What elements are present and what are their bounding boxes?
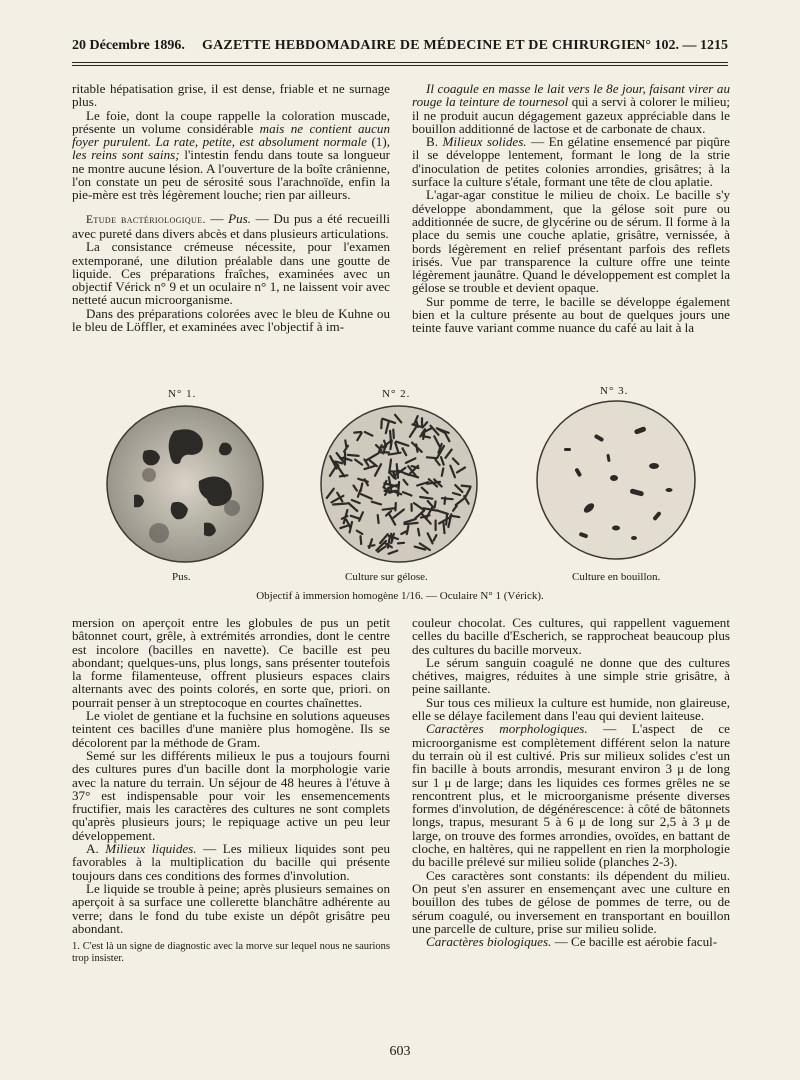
paragraph [72,240,390,306]
paragraph [72,941,390,964]
figure-3-number: N° 3. [600,385,629,397]
text-run: B. [426,134,443,150]
bacillus-rod [361,536,362,544]
text-run: — En gélatine ensemencé par piqûre il se développe lentement, formant le long de la strie d'inoculation de petites colonies arrondies, grisâtres; à la surface la culture s'étale, formant une tête de clou aplatie. [412,134,730,190]
header-journal-title: GAZETTE HEBDOMADAIRE DE MÉDECINE ET DE CHIRURGIE. [202,38,640,53]
text-run: Il coagule en masse le lait vers le 8e jour, faisant virer au rouge la teinture de tournesol [412,82,730,110]
paragraph [72,212,390,241]
figure-1-number: N° 1. [168,388,197,400]
paragraph-text: mersion on aperçoit entre les globules de pus un petit bâtonnet court, grêle, à extrémités arrondies, dont le centre est incolore (bacilles en navette). Ce bacille est peu abondant; quelques-uns, plus longs, sans présenter toutefois la forme filamenteuse, offrent plusieurs espaces clairs alternants avec des points colorés, en sorte que, priori. on pourrait penser à un streptocoque en courtes chaînettes. [72,616,390,710]
paragraph [412,935,730,948]
text-run: Milieux liquides. [105,841,197,857]
paragraph-text: ritable hépatisation grise, il est dense, friable et ne surnage plus. [72,82,390,110]
text-run: Caractères morphologiques. [426,721,588,737]
text-run: — [205,210,229,226]
paragraph [72,882,390,935]
bacillus-rod [397,464,398,478]
paragraph [72,109,390,202]
text-run: (1), [366,134,390,150]
text-run: Caractères biologiques. [426,934,552,950]
bacillus-rod [369,545,375,546]
paragraph [412,295,730,335]
text-run: Milieux solides. [442,134,527,150]
figure-2-number: N° 2. [382,388,411,400]
bacillus-rod [418,529,419,536]
bacillus-rod [405,523,418,524]
paragraph-text: Ces caractères sont constants: ils dépendent du milieu. On peut s'en assurer en ensemençant avec une culture en bouillon des tubes de gélose de pommes de terre, ou de sérum coagulé, ou inversement en transportant en bouillon une parcelle de culture, prise sur milieu solide. [412,867,730,936]
page-number: 603 [389,1044,411,1059]
paragraph [412,616,730,656]
figure-plate-caption: Objectif à immersion homogène 1/16. — Oculaire N° 1 (Vérick). [256,590,544,602]
paragraph-text: Sur pomme de terre, le bacille se développe également bien et la culture présente au bout de quelques jours une teinte fauve variant comme nuance du café au lait à la [412,293,730,336]
bacillus-rod [427,457,437,458]
paragraph [412,656,730,696]
bacillus-rod [345,440,346,447]
figure-3-caption: Culture en bouillon. [572,571,661,583]
paragraph [412,722,730,868]
left-column-bottom [72,616,390,1028]
text-run: mais ne contient aucun foyer purulent. La rate, petite, est absolument normale [72,120,390,150]
paragraph-text: Le liquide se trouble à peine; après plusieurs semaines on aperçoit à sa surface une collerette blanchâtre adhérente au verre; dans le fond du tube existe un dépôt grisâtre peu abondant. [72,880,390,936]
text-run: — Ce bacille est aérobie facul- [551,934,718,950]
right-column-bottom [412,616,730,1028]
paragraph-text: La consistance crémeuse nécessite, pour l'examen extemporané, une dilution préalable dans une goutte de liquide. Ces préparations fraîches, examinées avec un objectif Vérick n° 9 et un oculaire n° 1, ne laissent voir avec netteté aucun microorganisme. [72,239,390,308]
bacillus-rod [462,486,471,487]
paragraph-text: L'agar-agar constitue le milieu de choix. Le bacille s'y développe abondamment, que la gélose soit pure ou additionnée de sucre, de glycérine ou de sérum. Il forme à la place du semis une couche aplatie, grisâtre, vernissée, à bords légèrement en relief présentant parfois des reflets irisés. Vue par transparence la culture offre une teinte légèrement jaunâtre. Quand le développement est complet la gélose se trouble et devient opaque. [412,187,730,296]
text-run: — Du pus a été recueilli avec pureté dans divers abcès et dans plusieurs articulations. [72,210,390,241]
paragraph [72,82,390,109]
header-issue-number: N° 102. — 1215 [635,38,728,53]
paragraph [412,188,730,294]
bacillus-rod [398,543,404,544]
paragraph [72,709,390,749]
bacillus-rod [354,432,361,433]
bacillus-rod [416,445,417,452]
paragraph [72,749,390,842]
paragraph-text: 1. C'est là un signe de diagnostic avec la morve sur lequel nous ne saurions trop insister. [72,941,390,964]
bacillus-rod [333,504,347,505]
paragraph-text: Le violet de gentiane et la fuchsine en solutions aqueuses teintent ces bacilles d'une manière plus homogène. Ils se décolorent par la méthode de Gram. [72,708,390,750]
bacillus-rod [393,430,394,439]
paragraph-text: Dans des préparations colorées avec le bleu de Kuhne ou le bleu de Löffler, et examinées avec l'objectif à im- [72,305,390,335]
text-run: A. [86,841,106,857]
bacillus-rod [442,498,453,499]
header-rule-top [72,62,728,63]
text-run: qui a servi à colorer le milieu; il ne produit aucun dégagement gazeux appréciable dans le bouillon additionné de lactose et de carbonate de chaux. [412,94,730,136]
paragraph-text: Semé sur les différents milieux le pus a toujours fourni des cultures pures d'un bacille dont la morphologie varie avec la nature du terrain. Un séjour de 48 heures à l'étuve à 37° est indispensable pour voir les ensemencements fructifier, mais les caractères des cultures ne sont complets qu'après plusieurs jours; le repiquage active un peu leur développement. [72,747,390,843]
text-run: — L'aspect de ce microorganisme est complètement différent selon la nature du terrain où il est cultivé. Pris sur milieux solides c'est un fin bacille à bouts arrondis, mesurant environ 3 μ de long sur 1 μ de large; dans les liquides ces formes grêles ne se rencontrent plus, et le microorganisme présente diverses formes d'involution, de dégénérescence: à côté de bâtonnets longs, trapus, mesurant 5 à 6 μ de long sur 2,5 à 3 μ de large, on trouve des formes arrondies, ovoïdes, en battant de cloche, en haltères, qui ne rappellent en rien la morphologie du bacille prélevé sur milieu solide (planches 2-3). [412,721,730,870]
paragraph-text: Sur tous ces milieux la culture est humide, non glaireuse, elle se délaye facilement dans l'eau qui devient laiteuse. [412,694,730,724]
bacillus-rod [444,523,445,533]
figure-2-caption: Culture sur gélose. [345,571,428,583]
text-run: Le foie, dont la coupe rappelle la coloration muscade, présente un volume considérable [72,107,390,136]
paragraph [72,842,390,882]
bacillus-rod [442,469,444,476]
paragraph-text: Le sérum sanguin coagulé ne donne que des cultures chétives, maigres, réduites à une simple strie grisâtre, à peine saillante. [412,654,730,697]
figure-2-agar-culture-micrograph [318,403,480,565]
bacillus-rod [435,501,436,507]
header-rule-bottom [72,65,728,66]
bacillus-rod [407,526,409,534]
header-date: 20 Décembre 1896. [72,38,185,53]
paragraph [72,307,390,334]
figure-1-pus-micrograph [104,403,266,565]
paragraph [412,869,730,935]
left-column-top [72,82,390,372]
text-run: — Les milieux liquides sont peu favorables à la multiplication du bacille qui présente toujours dans ces conditions des formes d'involution. [72,841,390,883]
figure-1-caption: Pus. [172,571,191,583]
paragraph [412,82,730,135]
paragraph [72,616,390,709]
running-header [72,38,728,60]
text-run: l'intestin fendu dans toute sa longueur ne montre aucune lésion. A l'ouverture de la boîte crânienne, l'on constate un peu de sérosité sous l'arachnoïde, enfin la pie-mère est très légèrement louche; rien par ailleurs. [72,147,390,203]
bacillus-rod [348,455,359,456]
paragraph [412,696,730,723]
bacillus-rod [378,515,379,523]
bacillus-rod [423,436,430,438]
paragraph [412,135,730,188]
text-run: Etude bactériologique. [86,213,206,226]
text-run: les reins sont sains; [72,147,180,163]
figure-3-broth-culture-micrograph [534,398,698,562]
right-column-top [412,82,730,372]
paragraph-text: couleur chocolat. Ces cultures, qui rappellent vaguement celles du bacille d'Escherich, se rapprocheat beaucoup plus des cultures du bacille morveux. [412,616,730,657]
bacillus-rod [390,431,391,443]
text-run: Pus. [228,210,252,226]
